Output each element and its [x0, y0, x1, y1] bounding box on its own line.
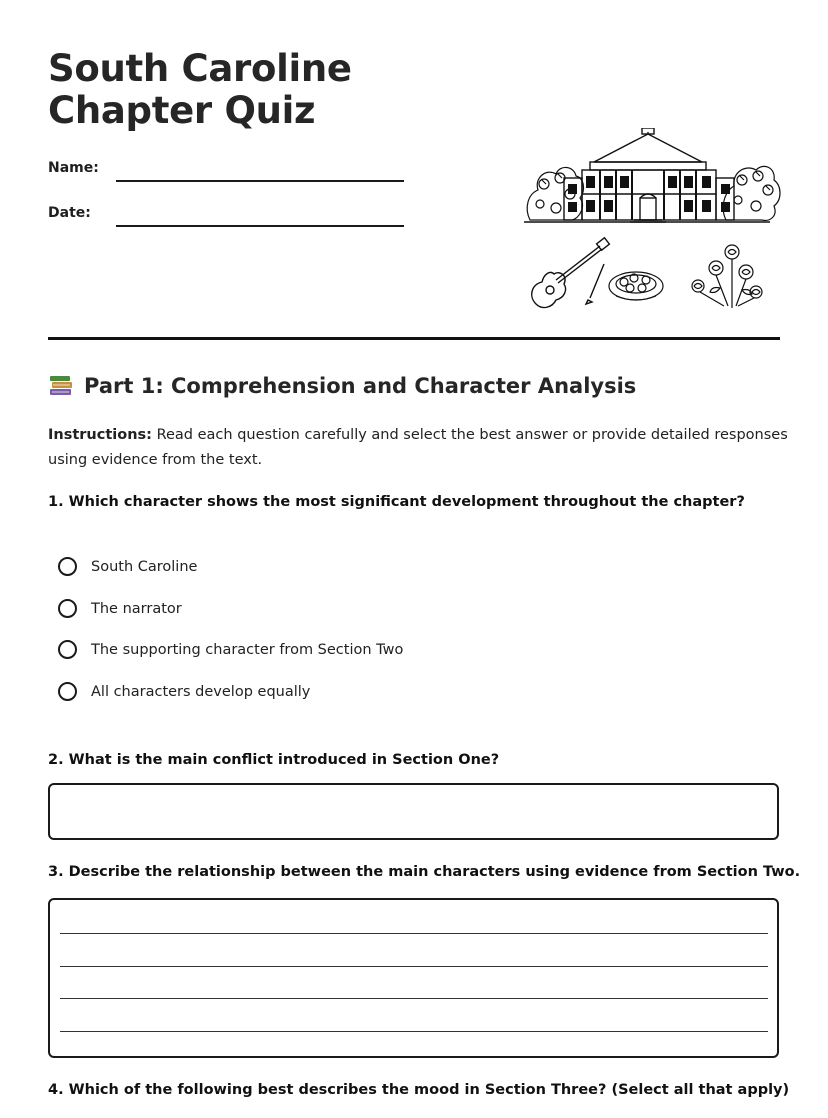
option-label: The supporting character from Section Two [91, 641, 404, 658]
books-icon [48, 374, 74, 398]
section-divider [48, 337, 780, 340]
instructions [48, 423, 788, 473]
question-1: 1. Which character shows the most significant development throughout the chapter? [48, 494, 745, 510]
part1-heading [48, 374, 636, 398]
option-narrator[interactable] [58, 599, 182, 618]
answer-box-question-3[interactable] [48, 898, 779, 1058]
southern-illustration [520, 128, 782, 314]
option-supporting-character[interactable] [58, 640, 403, 659]
option-label: The narrator [91, 600, 182, 617]
rose-bouquet-icon [692, 245, 762, 308]
instructions-text: Read each question carefully and select the best answer or provide detailed responses using evidence from the text. [48, 427, 788, 468]
option-south-caroline[interactable] [58, 557, 197, 576]
radio-button[interactable] [58, 682, 77, 701]
name-label: Name: [48, 160, 99, 176]
name-field[interactable] [116, 180, 404, 182]
instructions-label: Instructions: [48, 427, 152, 443]
page-title: South Caroline Chapter Quiz [48, 47, 352, 132]
radio-button[interactable] [58, 640, 77, 659]
answer-line [60, 1031, 768, 1032]
answer-line [60, 966, 768, 967]
food-platter-icon [609, 272, 663, 300]
option-label: South Caroline [91, 558, 198, 575]
question-4: 4. Which of the following best describes the mood in Section Three? (Select all that apply) [48, 1082, 790, 1098]
date-field[interactable] [116, 225, 404, 227]
question-2: 2. What is the main conflict introduced in Section One? [48, 752, 500, 768]
answer-line [60, 998, 768, 999]
date-label: Date: [48, 205, 91, 221]
part1-heading-text: Part 1: Comprehension and Character Analysis [84, 374, 637, 398]
answer-box-question-2[interactable] [48, 783, 779, 840]
question-3: 3. Describe the relationship between the main characters using evidence from Section Two. [48, 864, 801, 880]
option-all-characters[interactable] [58, 682, 310, 701]
answer-line [60, 933, 768, 934]
radio-button[interactable] [58, 599, 77, 618]
option-label: All characters develop equally [91, 683, 311, 700]
radio-button[interactable] [58, 557, 77, 576]
guitar-icon [532, 238, 610, 308]
